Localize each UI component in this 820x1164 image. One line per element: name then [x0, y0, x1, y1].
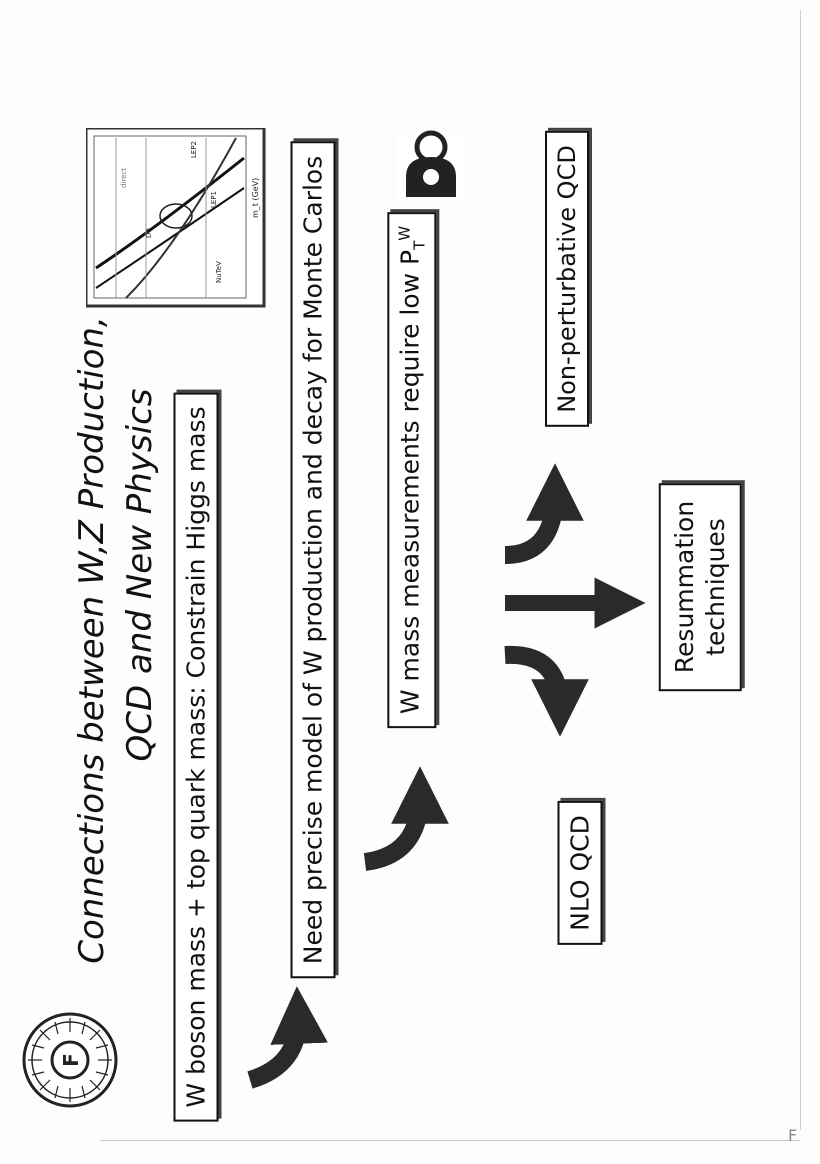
inset-label-d0: D0 — [145, 228, 153, 238]
box-monte-carlo-model: Need precise model of W production and decay for Monte Carlos — [291, 142, 336, 979]
box-w-boson-mass: W boson mass + top quark mass: Constrain Higgs mass — [174, 392, 219, 1121]
w-mass-text: W mass measurements require low P — [395, 249, 425, 715]
w-mass-sup: W — [395, 225, 414, 241]
curved-arrow-nlo — [505, 655, 560, 708]
box-nlo-qcd: NLO QCD — [558, 801, 603, 945]
corner-mark: F — [788, 1126, 798, 1145]
svg-text:F: F — [59, 1053, 83, 1067]
w-mass-sub: T — [410, 240, 429, 250]
curved-arrow-nonpert — [505, 492, 555, 555]
box-non-perturbative-qcd: Non-perturbative QCD — [545, 131, 589, 427]
inset-label-direct: direct — [120, 167, 128, 188]
inset-xlabel: m_t (GeV) — [251, 177, 260, 218]
curved-arrow-2 — [365, 795, 420, 862]
inset-label-lep2: LEP2 — [190, 141, 198, 158]
title-line2: QCD and New Physics — [119, 388, 160, 762]
resummation-line1: Resummation — [669, 500, 699, 674]
inset-label-lep1: LEP1 — [210, 191, 218, 208]
inset-label-nutev: NuTeV — [215, 261, 223, 283]
resummation-line2: techniques — [701, 518, 730, 656]
d0-logo — [396, 122, 466, 212]
title-line1: Connections between W,Z Production, — [71, 316, 112, 964]
curved-arrow-1 — [250, 1015, 298, 1080]
fermilab-logo — [20, 1010, 120, 1110]
inset-higgs-plot — [86, 128, 266, 308]
